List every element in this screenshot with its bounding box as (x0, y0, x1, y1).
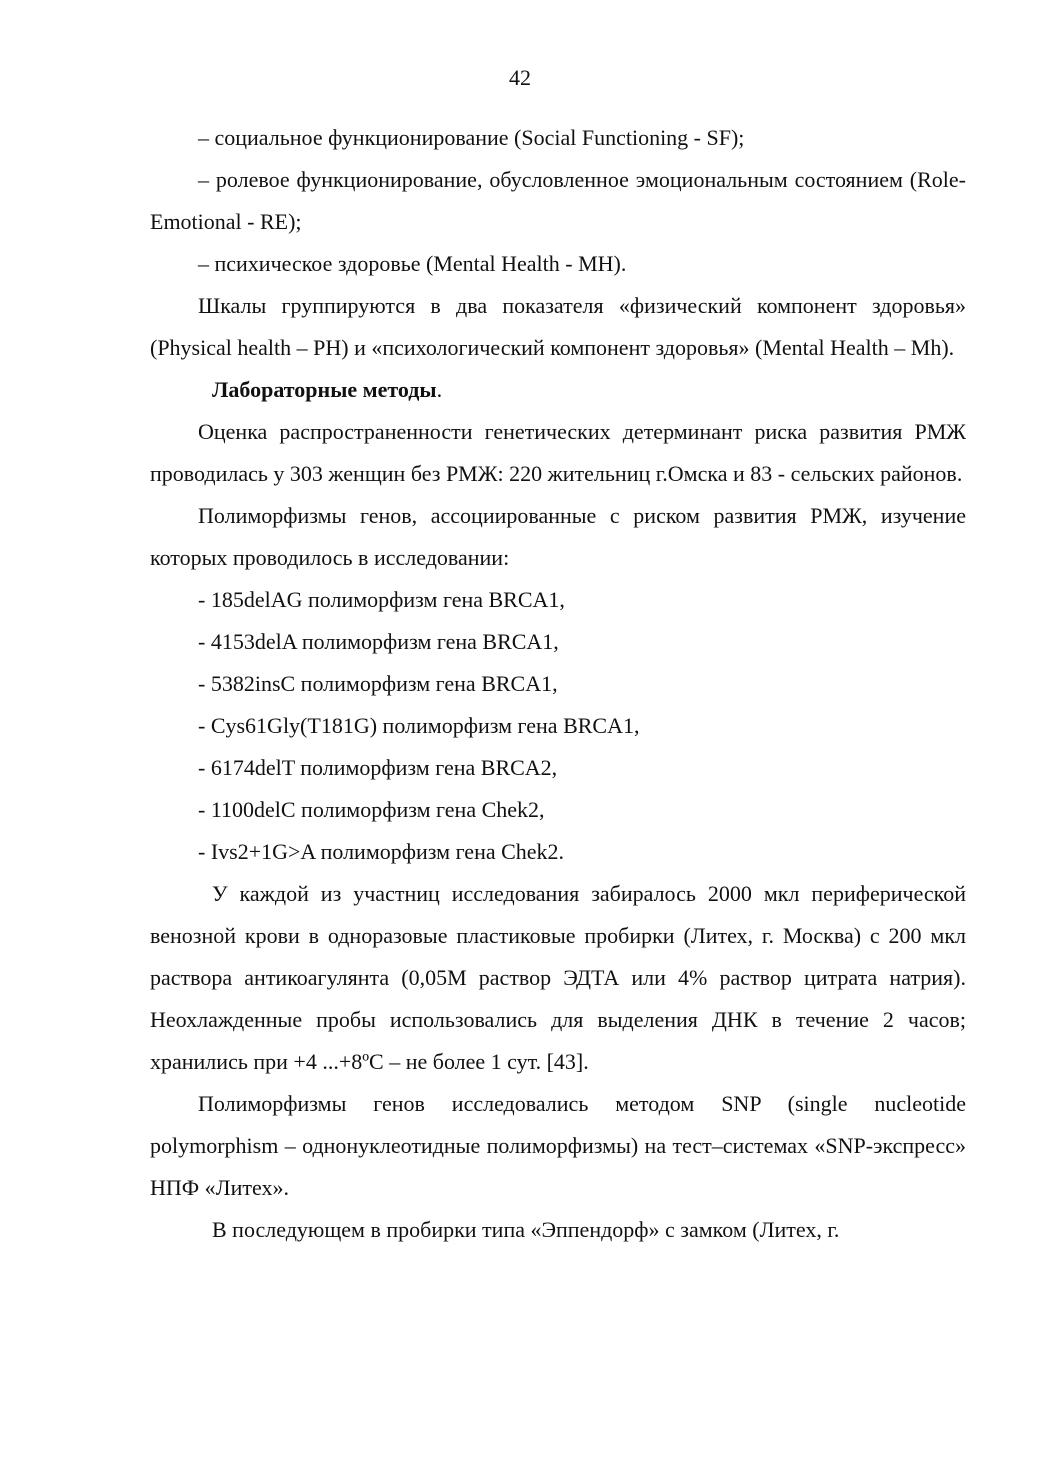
document-body (150, 117, 966, 1251)
polymorphism-item: - 4153delA полиморфизм гена BRCA1, (198, 629, 559, 654)
section-heading-period: . (436, 377, 443, 402)
scale-item-role-emotional: – ролевое функционирование, обусловленное эмоциональным состоянием (Role-Emotional - RE); (150, 167, 966, 234)
paragraph-blood-sampling: У каждой из участниц исследования забиралось 2000 мкл периферической венозной крови в одноразовые пластиковые пробирки (Литех, г. Москва) с 200 мкл раствора антикоагулянта (0,05М раствор ЭДТА или 4% раствор цитрата натрия). Неохлажденные пробы использовались для выделения ДНК в течение 2 часов; хранились при +4 ...+8ºС – не более 1 сут. [43]. (150, 881, 966, 1074)
polymorphism-item: - Ivs2+1G>A полиморфизм гена Chek2. (198, 839, 565, 864)
polymorphism-item: - 5382insC полиморфизм гена BRCA1, (198, 671, 558, 696)
scale-item-mental-health: – психическое здоровье (Mental Health - MH). (198, 251, 627, 276)
page-number: 42 (509, 65, 531, 90)
polymorphism-item: - 1100delC полиморфизм гена Chek2, (198, 797, 545, 822)
polymorphism-item: - 185delAG полиморфизм гена BRCA1, (198, 587, 565, 612)
polymorphism-item: - Cys61Gly(T181G) полиморфизм гена BRCA1, (198, 713, 640, 738)
section-heading-lab-methods (150, 369, 966, 411)
polymorphism-item: - 6174delT полиморфизм гена BRCA2, (198, 755, 558, 780)
paragraph-scales-grouping: Шкалы группируются в два показателя «физический компонент здоровья» (Physical health – PH) и «психологический компонент здоровья» (Mental Health – Mh). (150, 293, 966, 360)
scale-item-social-functioning: – социальное функционирование (Social Functioning - SF); (198, 125, 745, 150)
paragraph-snp-method: Полиморфизмы генов исследовались методом SNP (single nucleotide polymorphism – однонуклеотидные полиморфизмы) на тест–системах «SNP-экспресс» НПФ «Литех». (150, 1091, 966, 1200)
paragraph-eppendorf: В последующем в пробирки типа «Эппендорф» с замком (Литех, г. (212, 1217, 840, 1242)
paragraph-risk-assessment: Оценка распространенности генетических детерминант риска развития РМЖ проводилась у 303 женщин без РМЖ: 220 жительниц г.Омска и 83 - сельских районов. (150, 419, 966, 486)
section-heading-text: Лабораторные методы (212, 377, 437, 402)
paragraph-polymorphisms-intro: Полиморфизмы генов, ассоциированные с риском развития РМЖ, изучение которых проводилось в исследовании: (150, 503, 966, 570)
